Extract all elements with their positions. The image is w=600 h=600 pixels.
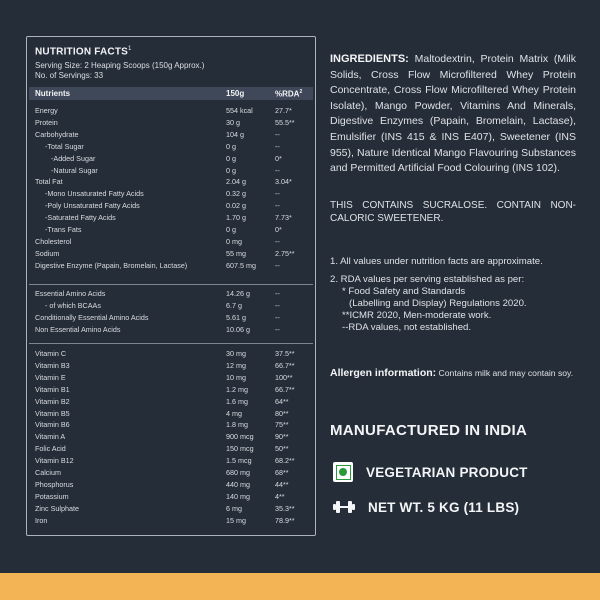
servings-count: No. of Servings: 33 [35,71,104,80]
nutrient-rda: 75** [275,420,289,430]
nutrient-rda: -- [275,324,280,334]
nutrient-name: Vitamin B6 [35,420,70,430]
nutrient-rda: 68.2** [275,456,295,466]
nutrient-name: -Total Sugar [45,141,84,151]
nutrient-name: Vitamin B1 [35,384,70,394]
nutrient-name: Essential Amino Acids [35,289,106,298]
table-row [27,259,315,271]
ingredients-text: Maltodextrin, Protein Matrix (Milk Solids, Cross Flow Microfiltered Whey Protein Concentrate, Cross Flow Microfiltered Whey Protein Isolate), Mango Powder, Vitamins And Minerals, Digestive Enzymes (Papain, Bromelain, Lactase), Emulsifier (INS 415 & INS E407), Sweetener (INS 955), Nature Identical Mango Flavouring Substances and Permitted Artificial Food Colouring (INS 102). [330,53,576,175]
dumbbell-icon [333,499,355,515]
table-row [27,211,315,223]
table-row [27,116,315,128]
vegetarian-label: VEGETARIAN PRODUCT [366,464,528,480]
nutrient-amount: 1.2 mg [226,384,248,394]
nutrient-name: Carbohydrate [35,129,79,139]
table-row [27,164,315,176]
nutrient-amount: 607.5 mg [226,260,256,270]
table-header [29,87,313,100]
table-row [27,502,315,514]
nutrient-name: -Saturated Fatty Acids [45,213,116,223]
nutrient-amount: 0 g [226,153,236,163]
nutrient-name: Total Fat [35,177,63,187]
nutrient-rda: -- [275,312,280,322]
nutrient-amount: 2.04 g [226,177,246,187]
nutrient-amount: 1.70 g [226,213,246,223]
nutrient-name: -Poly Unsaturated Fatty Acids [45,201,140,211]
nutrient-name: Conditionally Essential Amino Acids [35,312,149,322]
nutrient-amount: 5.61 g [226,312,246,322]
allergen-text: Contains milk and may contain soy. [436,368,574,378]
nutrient-amount: 12 mg [226,360,246,370]
nutrient-amount: 0 g [226,165,236,175]
nutrient-amount: 6 mg [226,503,242,513]
table-row [27,478,315,490]
nutrient-name: -Trans Fats [45,225,82,234]
nutrient-rda: 3.04* [275,177,292,187]
table-row [27,395,315,407]
table-row [27,187,315,199]
nutrient-amount: 10.06 g [226,324,250,334]
note-2-fssai: * Food Safety and Standards [342,286,466,297]
nutrient-name: Potassium [35,491,69,501]
table-row [27,311,315,323]
nutrient-name: Vitamin C [35,349,67,358]
header-nutrients: Nutrients [35,89,71,98]
nutrient-amount: 140 mg [226,491,250,501]
net-weight-label: NET WT. 5 KG (11 LBS) [368,499,520,515]
table-row [27,371,315,383]
nutrient-rda: 68** [275,468,289,477]
note-2-icmr: **ICMR 2020, Men-moderate work. [342,310,492,321]
nutrient-amount: 0 g [226,225,236,234]
nutrient-rda: 35.3** [275,503,295,513]
manufactured-in-india: MANUFACTURED IN INDIA [330,422,528,439]
serving-size: Serving Size: 2 Heaping Scoops (150g Approx.) [35,61,205,70]
table-row [27,383,315,395]
nutrient-amount: 10 mg [226,372,246,382]
nutrient-amount: 0.02 g [226,201,246,211]
header-amount: 150g [226,89,245,98]
nutrient-rda: 44** [275,479,289,489]
nutrient-name: Cholesterol [35,236,72,246]
nutrient-rda: -- [275,236,280,246]
accent-band [0,573,600,600]
table-row [27,430,315,442]
nutrient-name: Non Essential Amino Acids [35,324,121,334]
table-row [27,128,315,140]
nutrient-name: Sodium [35,248,60,258]
table-row [27,407,315,419]
table-row [27,514,315,526]
nutrient-rda: 80** [275,408,289,418]
nutrient-rda: 2.75** [275,248,295,258]
nutrient-amount: 680 mg [226,468,250,477]
nutrient-amount: 30 g [226,117,240,127]
table-row [27,442,315,454]
nutrient-rda: -- [275,165,280,175]
nutrient-name: -Natural Sugar [51,165,98,175]
nutrient-rda: 66.7** [275,384,295,394]
allergen-info [330,367,576,380]
table-row [27,104,315,116]
nutrient-rda: 78.9** [275,515,295,525]
nutrient-name: Vitamin B3 [35,360,70,370]
table-row [27,299,315,311]
nutrient-amount: 0.32 g [226,189,246,199]
nutrient-rda: 64** [275,396,289,406]
table-row [27,175,315,187]
nutrient-name: Vitamin A [35,432,66,442]
nutrient-rda: 37.5** [275,349,295,358]
table-row [27,347,315,359]
note-2-rda-na: --RDA values, not established. [342,322,472,333]
divider [29,343,313,344]
nutrient-amount: 55 mg [226,248,246,258]
nutrient-rda: -- [275,189,280,199]
nutrient-name: Folic Acid [35,444,66,454]
table-row [27,287,315,299]
nutrient-amount: 1.6 mg [226,396,248,406]
nutrient-amount: 1.5 mcg [226,456,252,466]
nutrient-name: Vitamin B12 [35,456,74,466]
nutrient-rda: -- [275,201,280,211]
nutrient-amount: 150 mcg [226,444,254,454]
nutrient-name: Vitamin B2 [35,396,70,406]
nutrient-rda: 90** [275,432,289,442]
sucralose-warning: THIS CONTAINS SUCRALOSE. CONTAIN NON-CALORIC SWEETENER. [330,200,576,224]
nutrient-amount: 104 g [226,129,244,139]
nutrient-rda: 50** [275,444,289,454]
nutrient-name: -Added Sugar [51,153,96,163]
veg-mark-icon [333,462,353,482]
vegetarian-badge [333,462,528,482]
nutrient-name: Iron [35,515,48,525]
nutrient-name: Vitamin E [35,372,66,382]
nutrient-rda: 55.5** [275,117,295,127]
ingredients-block [330,52,576,177]
table-row [27,359,315,371]
nutrition-facts-title: NUTRITION FACTS$^1$ [35,46,132,58]
nutrient-name: Phosphorus [35,479,74,489]
nutrient-rda: -- [275,141,280,151]
nutrient-amount: 15 mg [226,515,246,525]
nutrient-amount: 6.7 g [226,300,242,310]
note-2-regulation: (Labelling and Display) Regulations 2020. [349,298,527,309]
nutrient-amount: 0 g [226,141,236,151]
nutrient-rda: -- [275,300,280,310]
nutrient-amount: 554 kcal [226,106,253,115]
nutrient-amount: 4 mg [226,408,242,418]
nutrient-amount: 1.8 mg [226,420,248,430]
nutrient-rda: -- [275,260,280,270]
nutrient-rda: 27.7* [275,106,292,115]
nutrient-name: Calcium [35,468,61,477]
nutrient-name: - of which BCAAs [45,300,101,310]
nutrient-amount: 30 mg [226,349,246,358]
table-row [27,466,315,478]
table-row [27,199,315,211]
nutrient-amount: 0 mg [226,236,242,246]
nutrient-rda: 7.73* [275,213,292,223]
nutrition-facts-panel [26,36,316,536]
note-1: 1. All values under nutrition facts are approximate. [330,256,543,267]
table-row [27,454,315,466]
nutrient-rda: 100** [275,372,293,382]
header-rda: %RDA$^2$ [275,89,303,99]
nutrient-amount: 900 mcg [226,432,254,442]
nutrient-rda: 0* [275,153,282,163]
ingredients-label: INGREDIENTS: [330,53,409,65]
nutrient-name: Zinc Sulphate [35,503,79,513]
nutrient-rda: 0* [275,225,282,234]
nutrient-rda: -- [275,289,280,298]
table-row [27,418,315,430]
net-weight-badge [333,499,519,515]
table-row [27,223,315,235]
nutrient-amount: 14.26 g [226,289,250,298]
table-row [27,323,315,335]
divider [29,284,313,285]
nutrient-name: Energy [35,106,58,115]
note-2: 2. RDA values per serving established as per: [330,274,525,285]
nutrient-rda: 66.7** [275,360,295,370]
nutrient-rda: 4** [275,491,285,501]
table-row [27,235,315,247]
table-row [27,490,315,502]
nutrient-name: -Mono Unsaturated Fatty Acids [45,189,144,199]
allergen-label: Allergen information: [330,367,437,379]
table-row [27,140,315,152]
table-row [27,247,315,259]
nutrient-name: Digestive Enzyme (Papain, Bromelain, Lactase) [35,260,188,270]
nutrient-rda: -- [275,129,280,139]
nutrient-name: Vitamin B5 [35,408,70,418]
table-row [27,152,315,164]
nutrient-amount: 440 mg [226,479,250,489]
nutrient-name: Protein [35,117,58,127]
